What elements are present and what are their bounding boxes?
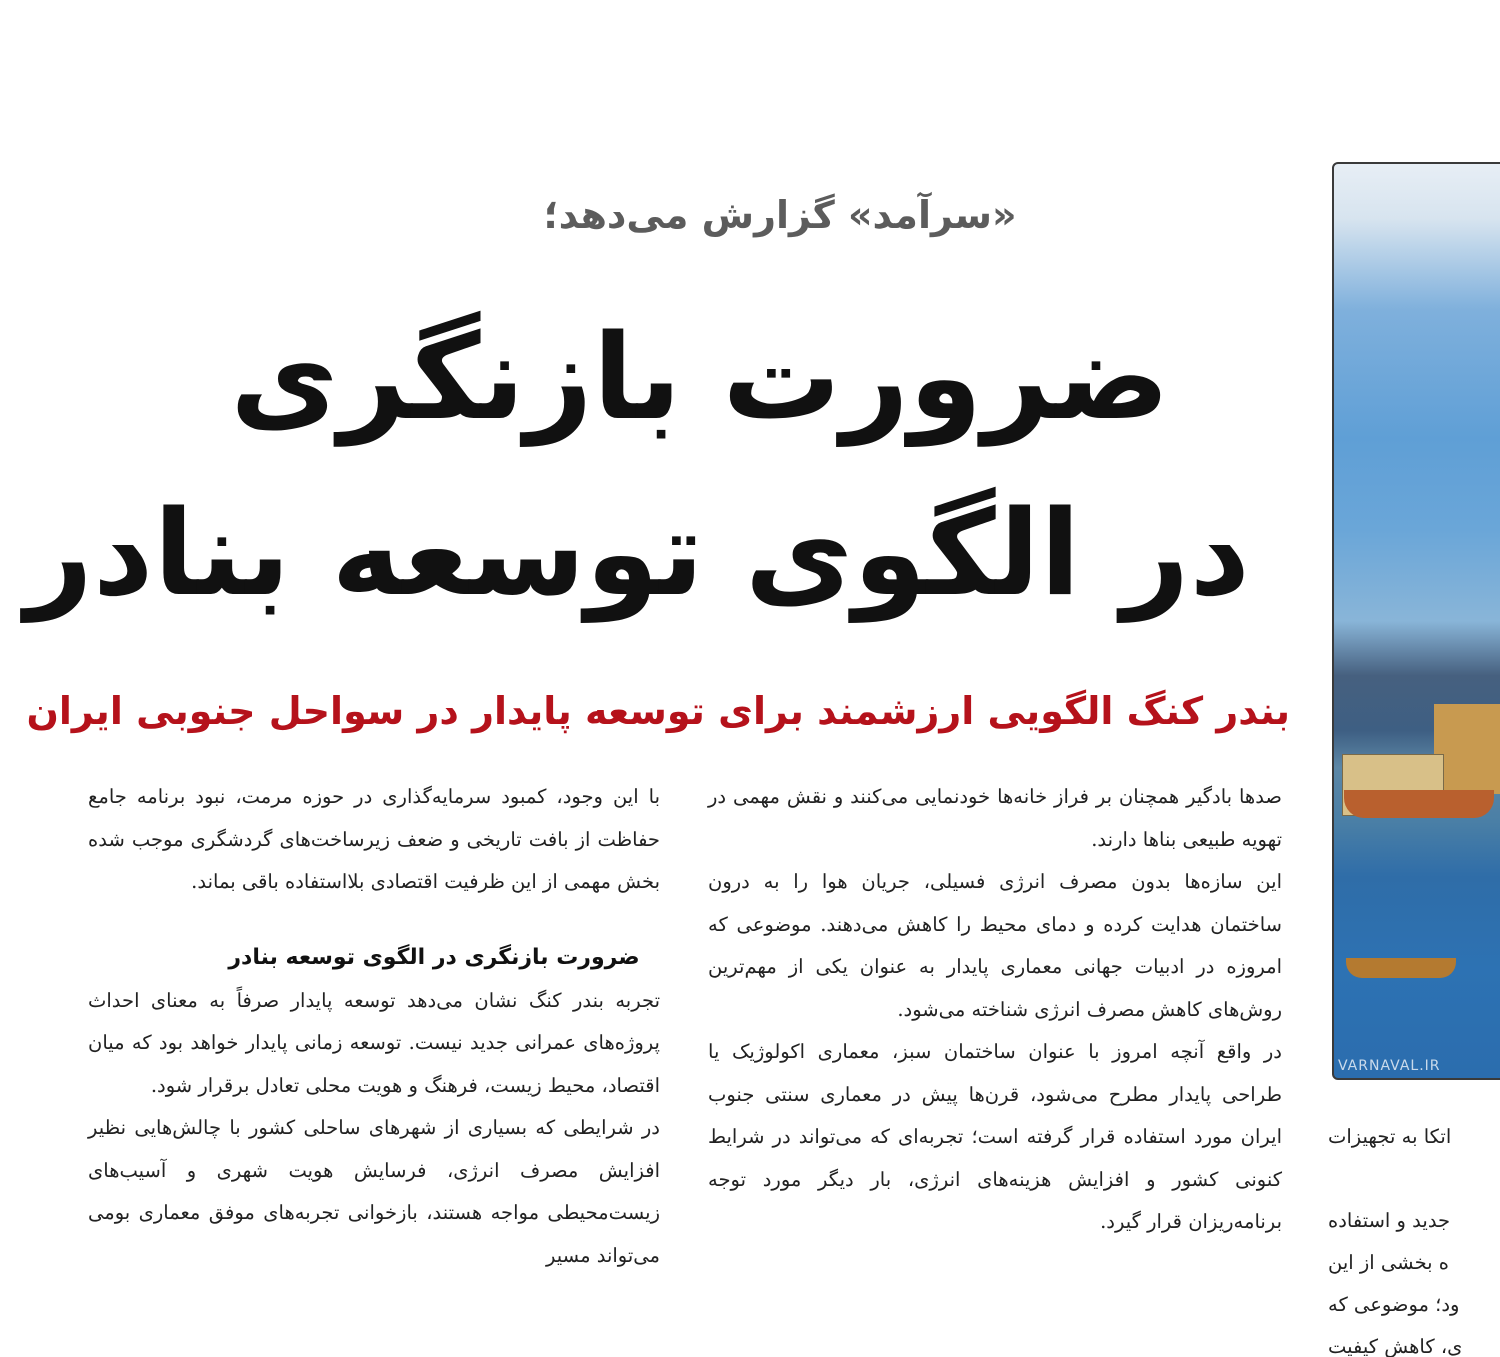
photo-boat	[1346, 958, 1456, 978]
text-fragment: جدید و استفاده	[1328, 1209, 1451, 1232]
subtitle: بندر کنگ الگویی ارزشمند برای توسعه پایدار در سواحل جنوبی ایران	[26, 689, 1290, 733]
paragraph: این سازه‌ها بدون مصرف انرژی فسیلی، جریان هوا را به درون ساختمان هدایت کرده و دمای محیط را کاهش می‌دهند. موضوعی که امروزه در ادبیات جهانی معماری پایدار به عنوان یکی از مهم‌ترین روش‌های کاهش مصرف انرژی شناخته می‌شود.	[708, 870, 1282, 1021]
headline-line-1: ضرورت بازنگری	[230, 308, 1170, 446]
paragraph: در شرایطی که بسیاری از شهرهای ساحلی کشور با چالش‌هایی نظیر افزایش مصرف انرژی، فرسایش هویت شهری و آسیب‌های زیست‌محیطی مواجه هستند، بازخوانی تجربه‌های موفق معماری بومی می‌تواند مسیر	[88, 1116, 660, 1267]
paragraph: تجربه بندر کنگ نشان می‌دهد توسعه پایدار صرفاً به معنای احداث پروژه‌های عمرانی جدید نیست. توسعه زمانی پایدار خواهد بود که میان اقتصاد، محیط زیست، فرهنگ و هویت محلی تعادل برقرار شود.	[88, 988, 660, 1097]
headline-line-2: در الگوی توسعه بنادر	[25, 484, 1250, 622]
section-heading: ضرورت بازنگری در الگوی توسعه بنادر	[228, 944, 640, 970]
article-column-left	[88, 776, 660, 1277]
photo-credit: VARNAVAL.IR	[1338, 1058, 1441, 1074]
text-fragment: ود؛ موضوعی که	[1328, 1293, 1460, 1316]
paragraph: صدها بادگیر همچنان بر فراز خانه‌ها خودنمایی می‌کنند و نقش مهمی در تهویه طبیعی بناها دارند.	[708, 785, 1282, 851]
paragraph: با این وجود، کمبود سرمایه‌گذاری در حوزه مرمت، نبود برنامه جامع حفاظت از بافت تاریخی و ضعف زیرساخت‌های گردشگری موجب شده بخش مهمی از این ظرفیت اقتصادی بلااستفاده باقی بماند.	[88, 785, 660, 893]
paragraph: در واقع آنچه امروز با عنوان ساختمان سبز، معماری اکولوژیک یا طراحی پایدار مطرح می‌شود، قرن‌ها پیش در معماری سنتی جنوب ایران مورد استفاده قرار گرفته است؛ تجربه‌ای که می‌تواند در شرایط کنونی کشور و افزایش هزینه‌های انرژی، بار دیگر مورد توجه برنامه‌ریزان قرار گیرد.	[708, 1040, 1282, 1233]
next-column-body-fragment	[1328, 1200, 1500, 1357]
harbor-photo	[1332, 162, 1500, 1080]
kicker: «سرآمد» گزارش می‌دهد؛	[543, 193, 1017, 237]
text-fragment: ه بخشی از این	[1328, 1251, 1449, 1274]
photo-boat	[1344, 790, 1494, 818]
text-fragment: ی، کاهش کیفیت	[1328, 1335, 1463, 1357]
article-column-right	[708, 776, 1282, 1244]
caption-fragment: اتکا به تجهیزات	[1328, 1125, 1452, 1148]
next-column-caption-fragment	[1328, 1116, 1500, 1158]
